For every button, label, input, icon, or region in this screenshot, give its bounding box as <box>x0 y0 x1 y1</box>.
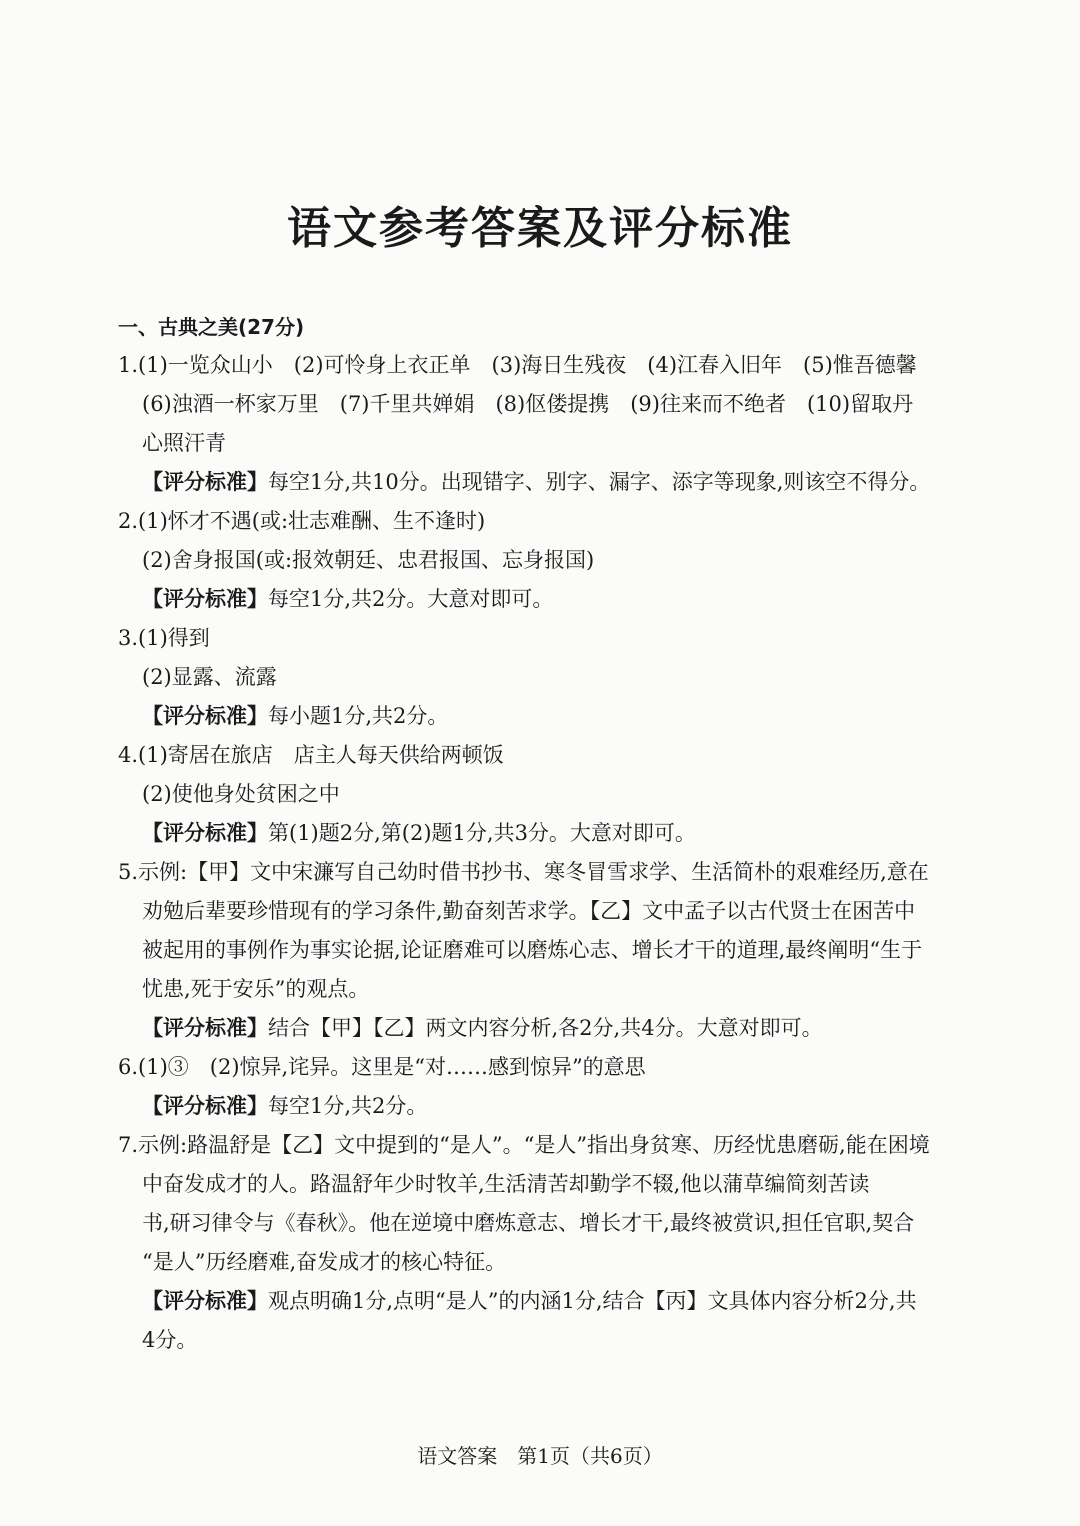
q7-line: 书,研习律令与《春秋》。他在逆境中磨炼意志、增长才干,最终被赏识,担任官职,契合 <box>142 1211 915 1235</box>
q7-line: “是人”历经磨难,奋发成才的核心特征。 <box>142 1250 507 1274</box>
criteria-text: 每空1分,共2分。 <box>268 1094 428 1118</box>
q3-line: 3.(1)得到 <box>118 626 210 650</box>
answer-content <box>118 308 988 1360</box>
page-title: 语文参考答案及评分标准 <box>287 203 793 254</box>
criteria-text: 每空1分,共2分。大意对即可。 <box>268 587 554 611</box>
q1-line: (6)浊酒一杯家万里 (7)千里共婵娟 (8)伛偻提携 (9)往来而不绝者 (10)留取丹 <box>142 392 914 416</box>
q3-criteria <box>118 697 988 736</box>
q2-line: 2.(1)怀才不遇(或:壮志难酬、生不逢时) <box>118 509 486 533</box>
q5-line: 忧患,死于安乐”的观点。 <box>142 977 370 1001</box>
q7-criteria-continued: 4分。 <box>142 1328 198 1352</box>
q3-line: (2)显露、流露 <box>142 665 277 689</box>
criteria-label: 【评分标准】 <box>142 1094 268 1118</box>
q7-line: 7.示例:路温舒是【乙】文中提到的“是人”。“是人”指出身贫寒、历经忧患磨砺,能在困境 <box>118 1133 930 1157</box>
criteria-text: 第(1)题2分,第(2)题1分,共3分。大意对即可。 <box>268 821 696 845</box>
criteria-text: 每空1分,共10分。出现错字、别字、漏字、添字等现象,则该空不得分。 <box>268 470 931 494</box>
q7-criteria <box>118 1282 988 1321</box>
q1-line: 1.(1)一览众山小 (2)可怜身上衣正单 (3)海日生残夜 (4)江春入旧年 (5)惟吾德馨 <box>118 353 917 377</box>
criteria-text: 每小题1分,共2分。 <box>268 704 449 728</box>
q7-line: 中奋发成才的人。路温舒年少时牧羊,生活清苦却勤学不辍,他以蒲草编简刻苦读 <box>142 1172 870 1196</box>
q5-line: 劝勉后辈要珍惜现有的学习条件,勤奋刻苦求学。【乙】文中孟子以古代贤士在困苦中 <box>142 899 916 923</box>
q4-line: (2)使他身处贫困之中 <box>142 782 340 806</box>
q5-criteria <box>118 1009 988 1048</box>
criteria-text: 观点明确1分,点明“是人”的内涵1分,结合【丙】文具体内容分析2分,共 <box>268 1289 917 1313</box>
criteria-label: 【评分标准】 <box>142 470 268 494</box>
section-heading: 一、古典之美(27分) <box>118 315 305 339</box>
q4-line: 4.(1)寄居在旅店 店主人每天供给两顿饭 <box>118 743 504 767</box>
q2-line: (2)舍身报国(或:报效朝廷、忠君报国、忘身报国) <box>142 548 595 572</box>
q6-criteria <box>118 1087 988 1126</box>
criteria-text: 结合【甲】【乙】两文内容分析,各2分,共4分。大意对即可。 <box>268 1016 823 1040</box>
q6-line: 6.(1)③ (2)惊异,诧异。这里是“对……感到惊异”的意思 <box>118 1055 646 1079</box>
q5-line: 5.示例:【甲】文中宋濂写自己幼时借书抄书、寒冬冒雪求学、生活简朴的艰难经历,意在 <box>118 860 929 884</box>
page-footer: 语文答案 第1页（共6页） <box>417 1444 663 1468</box>
q1-criteria <box>118 463 988 502</box>
q2-criteria <box>118 580 988 619</box>
criteria-label: 【评分标准】 <box>142 704 268 728</box>
criteria-label: 【评分标准】 <box>142 821 268 845</box>
q5-line: 被起用的事例作为事实论据,论证磨难可以磨炼心志、增长才干的道理,最终阐明“生于 <box>142 938 923 962</box>
criteria-label: 【评分标准】 <box>142 1289 268 1313</box>
q1-line: 心照汗青 <box>142 431 226 455</box>
q4-criteria <box>118 814 988 853</box>
criteria-label: 【评分标准】 <box>142 587 268 611</box>
criteria-label: 【评分标准】 <box>142 1016 268 1040</box>
